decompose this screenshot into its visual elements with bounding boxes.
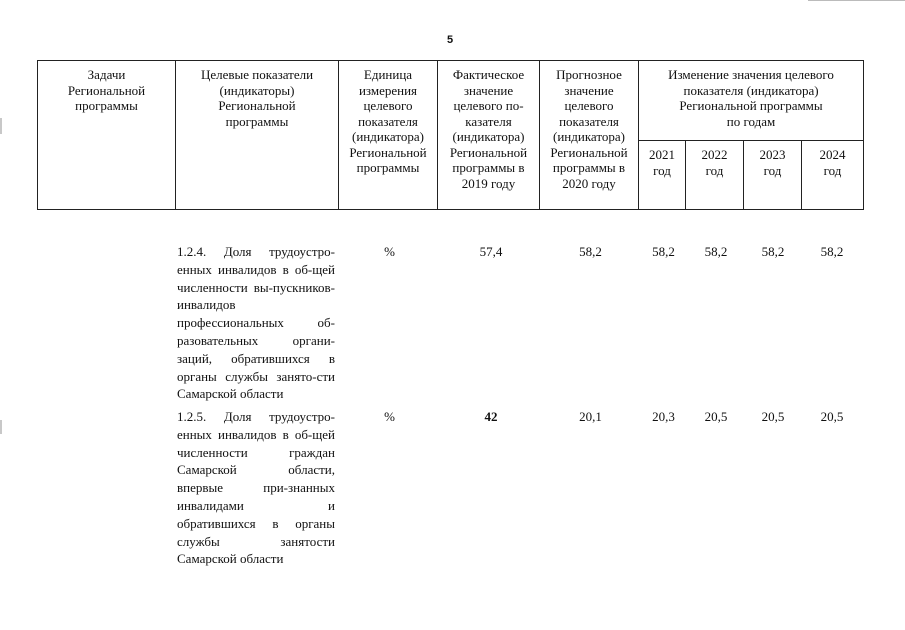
header-year-2022: 2022 год <box>686 141 744 210</box>
header-fact-2019: Фактическое значение целевого по- казателя (индикатора) Региональной программы в 2019 году <box>438 61 540 210</box>
forecast-2020-value: 20,1 <box>579 409 602 424</box>
header-change-by-years: Изменение значения целевого показателя (индикатора) Региональной программы по годам <box>639 61 864 141</box>
scan-margin-mark <box>0 118 2 134</box>
value-2024: 58,2 <box>820 244 844 259</box>
value-2023: 20,5 <box>761 409 785 424</box>
unit-value: % <box>384 244 395 259</box>
header-year-2021: 2021 год <box>639 141 686 210</box>
header-year-2024: 2024 год <box>802 141 864 210</box>
value-2021: 20,3 <box>652 409 675 424</box>
fact-2019-value: 57,4 <box>479 244 503 259</box>
header-forecast-2020: Прогнозное значение целевого показателя (индикатора) Региональной программы в 2020 году <box>540 61 639 210</box>
value-2023: 58,2 <box>761 244 785 259</box>
indicator-table-header <box>37 60 864 210</box>
page-number: 5 <box>446 34 454 46</box>
indicator-name: 1.2.4. Доля трудоустро-енных инвалидов в об-щей численности вы-пускников-инвалидов профессиональных об-разовательных органи-заций, обратившихся в органы службы занято-сти Самарской области <box>177 244 335 402</box>
header-indicators: Целевые показатели (индикаторы) Региональной программы <box>176 61 339 210</box>
table-row <box>0 408 905 568</box>
header-year-2023: 2023 год <box>744 141 802 210</box>
top-edge-line <box>808 0 905 1</box>
fact-2019-value: 42 <box>484 409 498 424</box>
table-row <box>0 243 905 403</box>
value-2022: 20,5 <box>704 409 728 424</box>
header-tasks: Задачи Региональной программы <box>38 61 176 210</box>
indicator-name: 1.2.5. Доля трудоустро-енных инвалидов в об-щей численности граждан Самарской области, впервые при-знанных инвалидами и обратившихся в органы службы занятости Самарской области <box>177 409 335 567</box>
value-2022: 58,2 <box>704 244 728 259</box>
header-unit: Единица измерения целевого показателя (индикатора) Региональной программы <box>339 61 438 210</box>
forecast-2020-value: 58,2 <box>579 244 602 259</box>
unit-value: % <box>384 409 395 424</box>
value-2021: 58,2 <box>652 244 675 259</box>
value-2024: 20,5 <box>820 409 844 424</box>
